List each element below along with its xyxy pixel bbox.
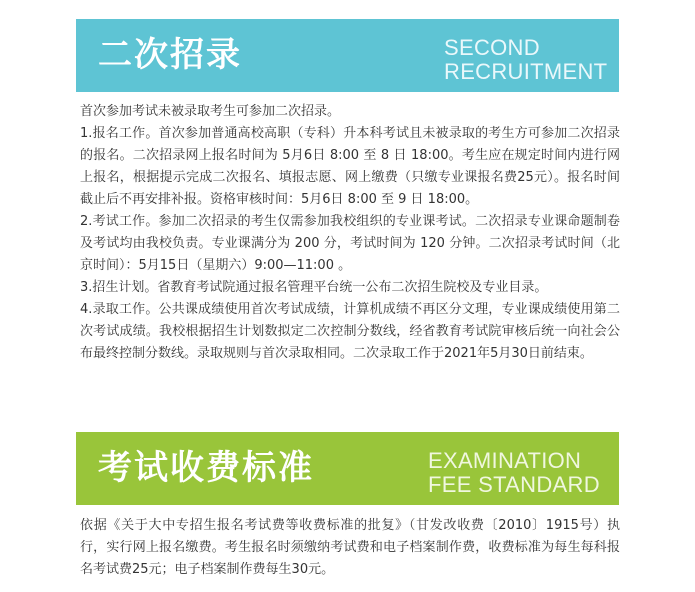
exam-fee-en-line2: FEE STANDARD: [428, 472, 600, 497]
second-recruitment-en-title: [444, 36, 607, 84]
exam-fee-banner: [76, 432, 619, 505]
enrollment-plan-paragraph: 3.招生计划。省教育考试院通过报名管理平台统一公布二次招生院校及专业目录。: [80, 280, 548, 295]
second-recruitment-banner: [76, 19, 619, 92]
admission-paragraph: 4.录取工作。公共课成绩使用首次考试成绩，计算机成绩不再区分文理，专业课成绩使用第二次考试成绩。我校根据招生计划数拟定二次控制分数线，经省教育考试院审核后统一向社会公布最终控制分数线。录取规则与首次录取相同。二次录取工作于2021年5月30日前结束。: [80, 302, 620, 361]
exam-fee-content: [80, 515, 620, 581]
exam-fee-en-title: [428, 449, 600, 497]
exam-paragraph: 2.考试工作。参加二次招录的考生仅需参加我校组织的专业课考试。二次招录专业课命题制卷及考试均由我校负责。专业课满分为 200 分，考试时间为 120 分钟。二次招录考试时间（北京时间）：5月15日（星期六）9:00—11:00 。: [80, 214, 620, 273]
fee-standard-paragraph: 依据《关于大中专招生报名考试费等收费标准的批复》（甘发改收费〔2010〕1915号）执行，实行网上报名缴费。考生报名时须缴纳考试费和电子档案制作费，收费标准为每生每科报名考试费25元；电子档案制作费每生30元。: [80, 518, 620, 577]
registration-paragraph: 1.报名工作。首次参加普通高校高职（专科）升本科考试且未被录取的考生方可参加二次招录的报名。二次招录网上报名时间为 5月6日 8:00 至 8 日 18:00。考生应在规定时间内进行网上报名，根据提示完成二次报名、填报志愿、网上缴费（只缴专业课报名费25元）。报名时间截止后不再安排补报。资格审核时间：5月6日 8:00 至 9 日 18:00。: [80, 126, 620, 207]
second-recruitment-title: 二次招录: [98, 35, 242, 75]
exam-fee-en-line1: EXAMINATION: [428, 448, 582, 473]
exam-fee-title: 考试收费标准: [98, 448, 314, 488]
second-recruitment-content: [80, 101, 620, 365]
second-recruitment-en-line1: SECOND: [444, 35, 540, 60]
second-recruitment-en-line2: RECRUITMENT: [444, 59, 608, 84]
second-recruitment-intro: 首次参加考试未被录取考生可参加二次招录。: [80, 104, 341, 119]
